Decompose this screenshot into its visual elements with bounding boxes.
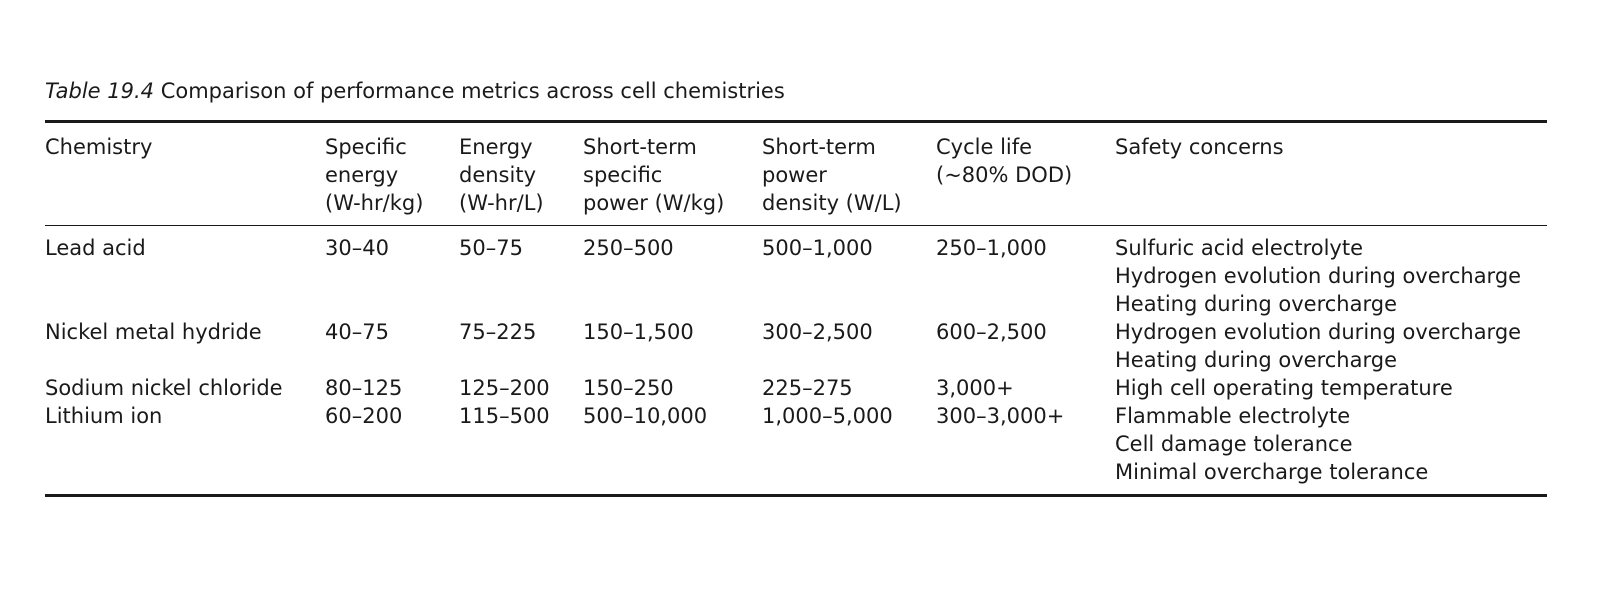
caption-title: Comparison of performance metrics across cell chemistries <box>154 79 785 103</box>
header-line: energy <box>325 163 399 187</box>
header-line: power (W/kg) <box>583 191 725 215</box>
header-line: Energy <box>459 135 533 159</box>
cell-specific-power: 150–1,500 <box>583 320 694 344</box>
header-specific-power <box>583 122 762 226</box>
header-chemistry <box>45 122 325 226</box>
header-line: Short-term <box>762 135 876 159</box>
cell-safety-concerns <box>1115 402 1547 496</box>
cell-safety-concerns <box>1115 318 1547 374</box>
header-line: density (W/L) <box>762 191 902 215</box>
table-row <box>45 226 1547 319</box>
cell-specific-power: 250–500 <box>583 236 674 260</box>
cell-chemistry: Nickel metal hydride <box>45 320 262 344</box>
cell-energy-density: 125–200 <box>459 376 550 400</box>
header-line: (W-hr/L) <box>459 191 544 215</box>
table-row <box>45 402 1547 496</box>
safety-item: Hydrogen evolution during overcharge <box>1115 320 1522 344</box>
header-line: (W-hr/kg) <box>325 191 424 215</box>
table-caption <box>45 76 1547 106</box>
cell-cycle-life: 600–2,500 <box>936 320 1047 344</box>
safety-item: Minimal overcharge tolerance <box>1115 460 1429 484</box>
cell-energy-density: 75–225 <box>459 320 537 344</box>
cell-cycle-life: 250–1,000 <box>936 236 1047 260</box>
cell-specific-energy: 60–200 <box>325 404 403 428</box>
safety-item: Flammable electrolyte <box>1115 404 1351 428</box>
header-energy-density <box>459 122 583 226</box>
header-line: specific <box>583 163 663 187</box>
safety-item: Cell damage tolerance <box>1115 432 1353 456</box>
comparison-table <box>45 120 1547 497</box>
safety-item: Heating during overcharge <box>1115 292 1397 316</box>
header-row <box>45 122 1547 226</box>
cell-specific-energy: 80–125 <box>325 376 403 400</box>
cell-power-density: 1,000–5,000 <box>762 404 893 428</box>
cell-power-density: 500–1,000 <box>762 236 873 260</box>
safety-item: Heating during overcharge <box>1115 348 1397 372</box>
cell-power-density: 225–275 <box>762 376 853 400</box>
cell-specific-energy: 40–75 <box>325 320 389 344</box>
cell-chemistry: Sodium nickel chloride <box>45 376 283 400</box>
cell-energy-density: 115–500 <box>459 404 550 428</box>
cell-cycle-life: 3,000+ <box>936 376 1014 400</box>
header-line: density <box>459 163 536 187</box>
table-row <box>45 318 1547 374</box>
table-row <box>45 374 1547 402</box>
header-line: Cycle life <box>936 135 1033 159</box>
caption-label: Table 19.4 <box>45 79 155 103</box>
cell-specific-power: 500–10,000 <box>583 404 708 428</box>
header-line: power <box>762 163 827 187</box>
header-line: Chemistry <box>45 135 153 159</box>
header-cycle-life <box>936 122 1115 226</box>
cell-specific-energy: 30–40 <box>325 236 389 260</box>
table-container <box>45 76 1547 497</box>
cell-chemistry: Lithium ion <box>45 404 163 428</box>
cell-cycle-life: 300–3,000+ <box>936 404 1065 428</box>
cell-safety-concerns <box>1115 226 1547 319</box>
header-power-density <box>762 122 936 226</box>
cell-safety-concerns <box>1115 374 1547 402</box>
safety-item: High cell operating temperature <box>1115 376 1453 400</box>
cell-specific-power: 150–250 <box>583 376 674 400</box>
safety-item: Hydrogen evolution during overcharge <box>1115 264 1522 288</box>
cell-energy-density: 50–75 <box>459 236 523 260</box>
header-line: Specific <box>325 135 407 159</box>
header-line: (~80% DOD) <box>936 163 1073 187</box>
header-line: Short-term <box>583 135 697 159</box>
cell-power-density: 300–2,500 <box>762 320 873 344</box>
header-safety-concerns <box>1115 122 1547 226</box>
header-specific-energy <box>325 122 459 226</box>
header-line: Safety concerns <box>1115 135 1284 159</box>
safety-item: Sulfuric acid electrolyte <box>1115 236 1364 260</box>
cell-chemistry: Lead acid <box>45 236 146 260</box>
